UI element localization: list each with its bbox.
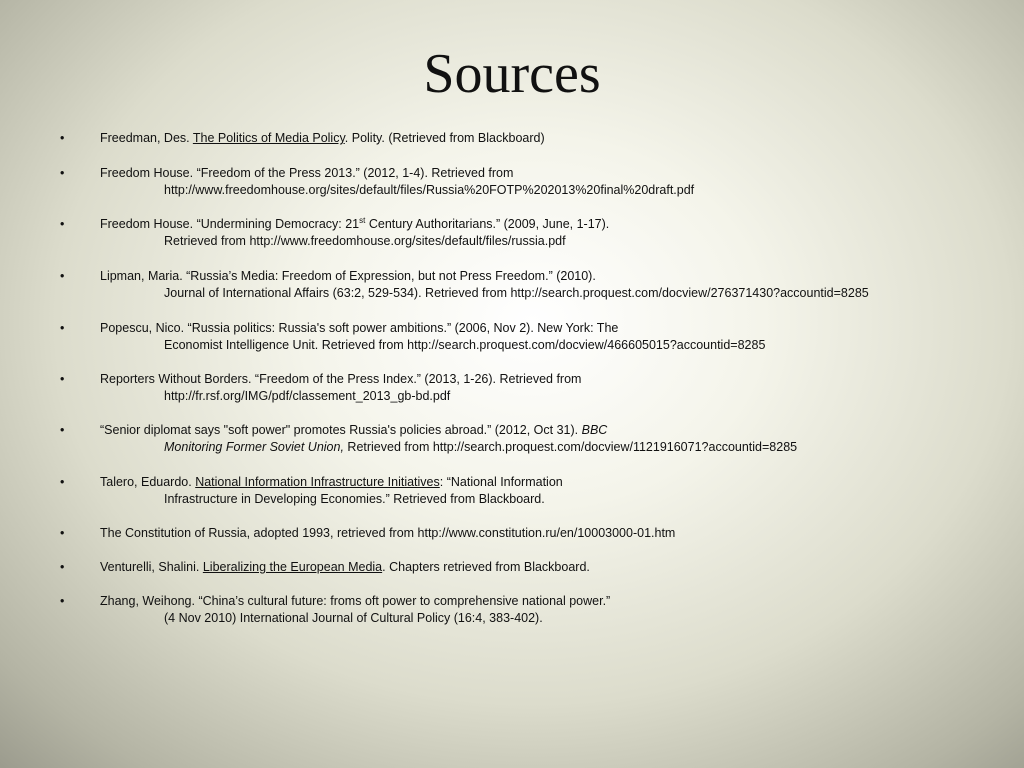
- superscript: st: [359, 216, 366, 225]
- source-line-2: (4 Nov 2010) International Journal of Cultural Policy (16:4, 383-402).: [164, 611, 543, 625]
- source-line-1: Lipman, Maria. “Russia’s Media: Freedom of Expression, but not Press Freedom.” (2010).: [100, 269, 596, 283]
- source-line-2: Journal of International Affairs (63:2, 529-534). Retrieved from http://search.proquest.com/docview/276371430?accountid=8285: [164, 286, 869, 300]
- bullet-icon: •: [60, 526, 65, 540]
- slide-title: Sources: [423, 43, 601, 105]
- source-line-1: [100, 559, 590, 576]
- source-text: . Chapters retrieved from Blackboard.: [382, 560, 590, 574]
- bullet-icon: •: [60, 269, 65, 283]
- bullet-icon: •: [60, 423, 65, 437]
- source-text: Freedom House. “Undermining Democracy: 21: [100, 217, 360, 231]
- source-text: Talero, Eduardo.: [100, 475, 196, 489]
- source-line-2: http://www.freedomhouse.org/sites/default/files/Russia%20FOTP%202013%20final%20draft.pdf: [164, 183, 695, 197]
- source-line-1: Freedom House. “Freedom of the Press 2013.” (2012, 1-4). Retrieved from: [100, 166, 514, 180]
- bullet-icon: •: [60, 217, 65, 231]
- bullet-icon: •: [60, 131, 65, 145]
- source-line-1: [100, 130, 545, 147]
- source-title-underlined: Liberalizing the European Media: [202, 560, 383, 574]
- source-text: Venturelli, Shalini.: [100, 560, 203, 574]
- source-text-italic: BBC: [581, 423, 608, 437]
- source-text: “Senior diplomat says "soft power" promotes Russia's policies abroad.” (2012, Oct 31).: [100, 423, 582, 437]
- source-line-2: Retrieved from http://www.freedomhouse.org/sites/default/files/russia.pdf: [164, 234, 566, 248]
- source-line-1: [100, 216, 609, 233]
- bullet-icon: •: [60, 321, 65, 335]
- bullet-icon: •: [60, 372, 65, 386]
- source-line-2: [164, 439, 797, 456]
- source-text: Freedman, Des.: [100, 131, 193, 145]
- source-line-2: Infrastructure in Developing Economies.” Retrieved from Blackboard.: [164, 492, 545, 506]
- bullet-icon: •: [60, 594, 65, 608]
- source-line-1: [100, 474, 563, 491]
- source-line-1: The Constitution of Russia, adopted 1993, retrieved from http://www.constitution.ru/en/10003000-01.htm: [100, 526, 676, 540]
- source-text: Century Authoritarians.” (2009, June, 1-17).: [365, 217, 610, 231]
- source-line-1: Popescu, Nico. “Russia politics: Russia's soft power ambitions.” (2006, Nov 2). New York: The: [100, 321, 619, 335]
- source-text: : “National Information: [439, 475, 563, 489]
- source-line-1: Zhang, Weihong. “China’s cultural future: froms oft power to comprehensive national power.”: [100, 594, 611, 608]
- source-line-1: Reporters Without Borders. “Freedom of the Press Index.” (2013, 1-26). Retrieved from: [100, 372, 582, 386]
- source-text-italic: Monitoring Former Soviet Union,: [164, 440, 344, 454]
- source-title-underlined: National Information Infrastructure Initiatives: [195, 475, 440, 489]
- source-line-2: http://fr.rsf.org/IMG/pdf/classement_2013_gb-bd.pdf: [164, 389, 451, 403]
- bullet-icon: •: [60, 560, 65, 574]
- source-text: . Polity. (Retrieved from Blackboard): [344, 131, 545, 145]
- bullet-icon: •: [60, 166, 65, 180]
- source-text: Retrieved from http://search.proquest.com/docview/1121916071?accountid=8285: [343, 440, 798, 454]
- bullet-icon: •: [60, 475, 65, 489]
- source-line-2: Economist Intelligence Unit. Retrieved from http://search.proquest.com/docview/466605015?accountid=8285: [164, 338, 766, 352]
- source-title-underlined: The Politics of Media Policy: [192, 131, 345, 145]
- source-line-1: [100, 422, 607, 439]
